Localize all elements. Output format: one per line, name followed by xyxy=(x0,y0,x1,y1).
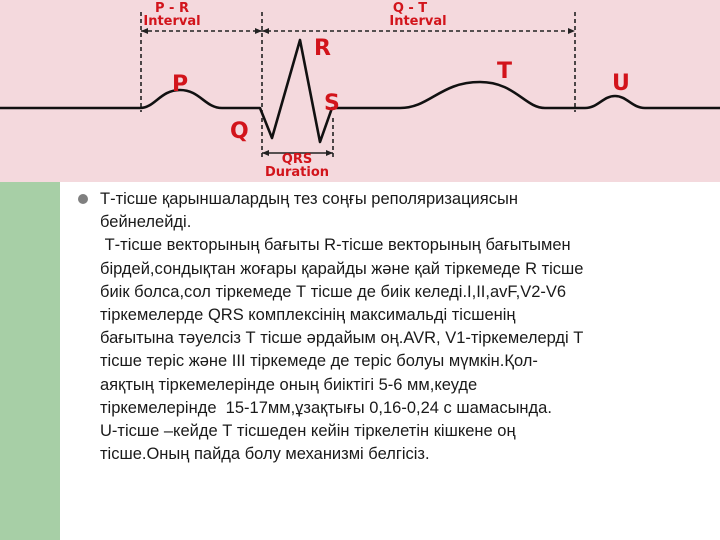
ecg-diagram xyxy=(0,0,720,182)
r-wave-label: R xyxy=(314,36,331,61)
qt-arrow-right xyxy=(568,28,575,34)
text-line: U-тісше –кейде Т тісшеден кейін тіркелетін кішкене оң xyxy=(100,422,516,441)
text-line: тісше.Оның пайда болу механизмі белгісіз. xyxy=(100,445,430,464)
text-line: биік болса,сол тіркемеде Т тісше де биік келеді.I,II,avF,V2-V6 xyxy=(100,282,567,301)
qt-interval-label-bottom: Interval xyxy=(389,14,447,29)
ecg-figure xyxy=(0,0,720,182)
text-line: Т-тісше қарыншалардың тез соңғы реполяризациясын xyxy=(100,190,518,208)
text-line: тіркемелерінде 15-17мм,ұзақтығы 0,16-0,24 с шамасында. xyxy=(100,398,552,417)
pr-interval-label-top: P - R xyxy=(155,1,189,16)
text-line: тісше теріс және III тіркемеде де теріс болуы мүмкін.Қол- xyxy=(100,352,538,371)
qt-arrow-left xyxy=(262,28,269,34)
s-wave-label: S xyxy=(324,91,340,116)
text-line: тіркемелерде QRS комплексінің максимальді тісшенің xyxy=(100,306,516,325)
text-line: бейнелейді. xyxy=(100,213,192,232)
pr-interval-label-bottom: Interval xyxy=(143,14,201,29)
text-line: бірдей,сондықтан жоғары қарайды және қай тіркемеде R тісше xyxy=(100,259,584,278)
t-wave-label: T xyxy=(497,59,513,84)
pr-arrow-right xyxy=(255,28,262,34)
p-wave-label: P xyxy=(172,72,189,97)
u-wave-label: U xyxy=(612,71,630,96)
text-line: Т-тісше векторының бағыты R-тісше векторының бағытымен xyxy=(100,236,571,255)
left-accent-bar xyxy=(0,182,60,540)
bullet-paragraph xyxy=(100,188,680,466)
text-line: бағытына тәуелсіз Т тісше әрдайым оң.AVR, V1-тіркемелерді Т xyxy=(100,329,584,348)
qrs-arrow-left xyxy=(262,150,269,156)
qrs-label-top: QRS xyxy=(281,152,313,167)
qrs-arrow-right xyxy=(326,150,333,156)
text-line: аяқтың тіркемелерінде оның биіктігі 5-6 мм,кеуде xyxy=(100,375,478,394)
q-wave-label: Q xyxy=(230,119,249,144)
qrs-label-bottom: Duration xyxy=(264,165,330,180)
bullet-icon xyxy=(78,194,88,204)
slide-content-area xyxy=(0,182,720,540)
qt-interval-label-top: Q - T xyxy=(392,1,428,16)
